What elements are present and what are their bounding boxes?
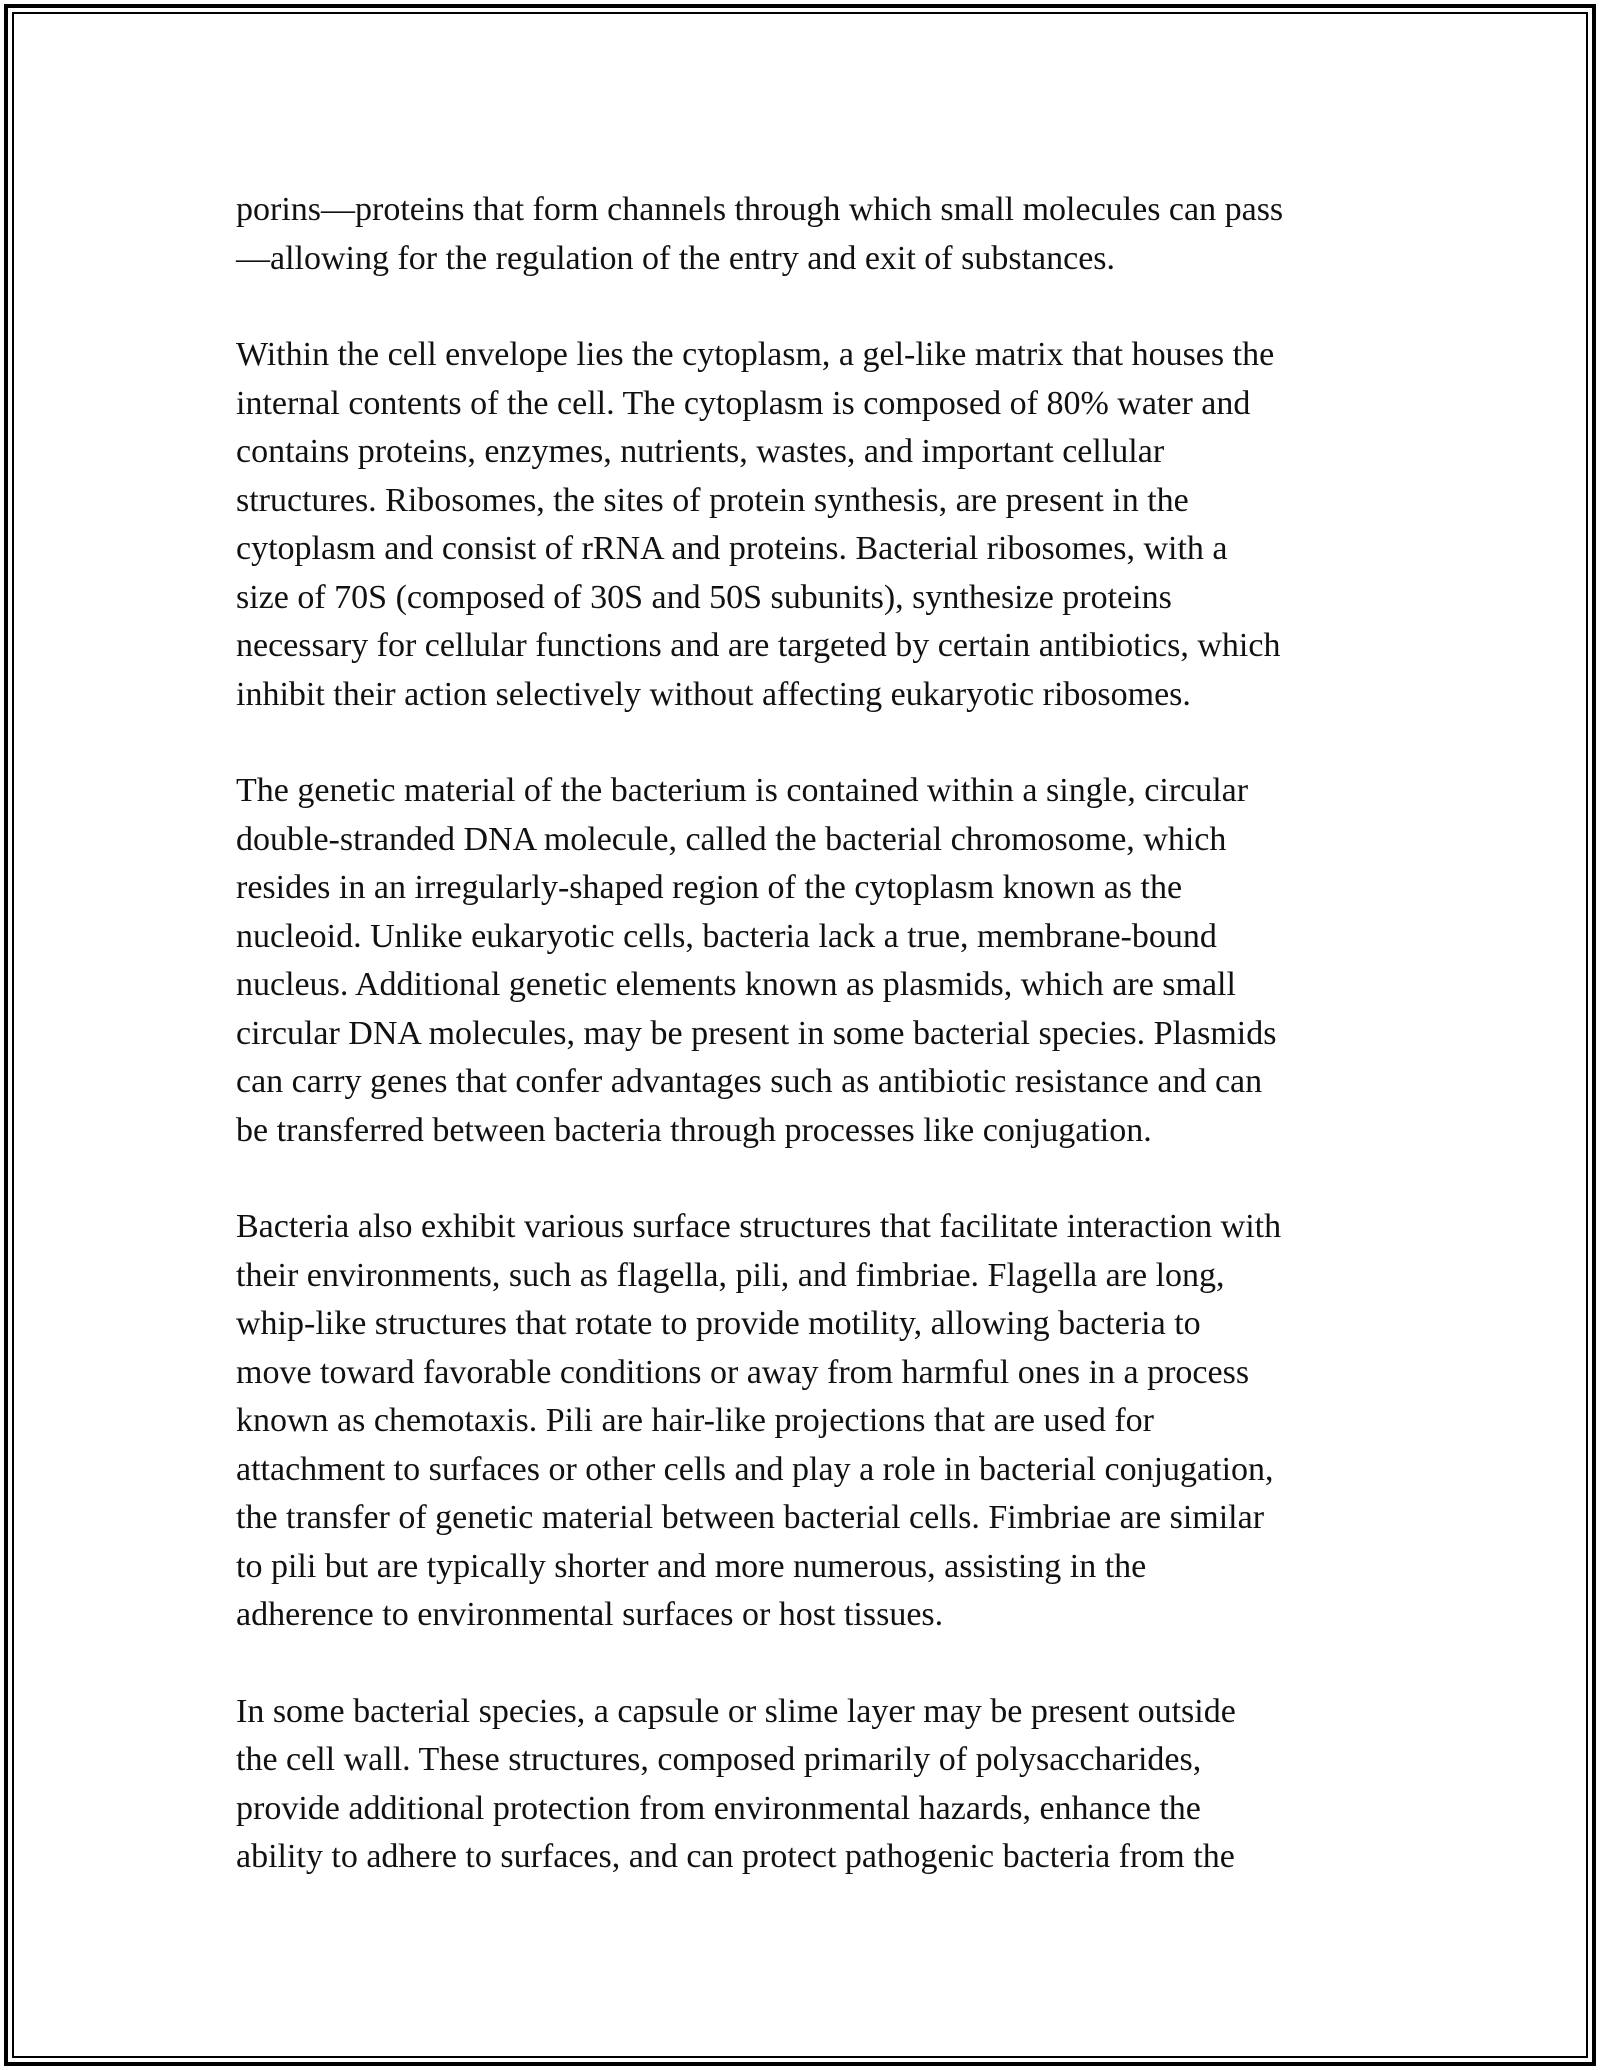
paragraph-cytoplasm: Within the cell envelope lies the cytoplasm, a gel-like matrix that houses the internal contents of the cell. The cytoplasm is composed of 80% water and contains proteins, enzymes, nutrients, wastes, and important cellular structures. Ribosomes, the sites of protein synthesis, are present in the cytoplasm and consist of rRNA and proteins. Bacterial ribosomes, with a size of 70S (composed of 30S and 50S subunits), synthesize proteins necessary for cellular functions and are targeted by certain antibiotics, which inhibit their action selectively without affecting eukaryotic ribosomes. bbox=[236, 336, 1281, 713]
paragraph-porins: porins—proteins that form channels through which small molecules can pass —allowing for the regulation of the entry and exit of substances. bbox=[236, 191, 1284, 277]
paragraph-capsule: In some bacterial species, a capsule or slime layer may be present outside the cell wall. These structures, composed primarily of polysaccharides, provide additional protection from environmental hazards, enhance the ability to adhere to surfaces, and can protect pathogenic bacteria from the bbox=[236, 1692, 1236, 1875]
paragraph-genetic-material: The genetic material of the bacterium is contained within a single, circular double-stranded DNA molecule, called the bacterial chromosome, which resides in an irregularly-shaped region of the cytoplasm known as the nucleoid. Unlike eukaryotic cells, bacteria lack a true, membrane-bound nucleus. Additional genetic elements known as plasmids, which are small circular DNA molecules, may be present in some bacterial species. Plasmids can carry genes that confer advantages such as antibiotic resistance and can be transferred between bacteria through processes like conjugation. bbox=[236, 772, 1277, 1149]
paragraph-surface-structures: Bacteria also exhibit various surface structures that facilitate interaction with their environments, such as flagella, pili, and fimbriae. Flagella are long, whip-like structures that rotate to provide motility, allowing bacteria to move toward favorable conditions or away from harmful ones in a process known as chemotaxis. Pili are hair-like projections that are used for attachment to surfaces or other cells and play a role in bacterial conjugation, the transfer of genetic material between bacterial cells. Fimbriae are similar to pili but are typically shorter and more numerous, assisting in the adherence to environmental surfaces or host tissues. bbox=[236, 1208, 1282, 1633]
document-body bbox=[236, 186, 1366, 1930]
